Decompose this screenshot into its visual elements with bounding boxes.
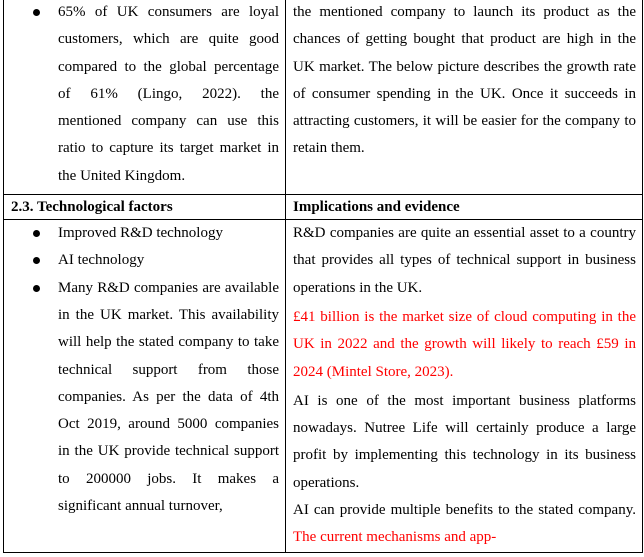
consumer-spending-text: the mentioned company to launch its product as the chances of getting bought that product are high in the UK market. The below picture describes the growth rate of consumer spending in the UK. Once it succeeds in attracting customers, it will be easier for the company to retain them.: [293, 4, 636, 157]
row3-left-cell: [4, 220, 286, 553]
bullet-icon: [33, 9, 40, 16]
bullet-icon: [33, 285, 40, 292]
table-row: [4, 195, 643, 220]
ai-platform-text: AI is one of the most important business platforms nowadays. Nutree Life will certainly produce a large profit by implementing this technology in its business operations.: [293, 392, 636, 491]
loyal-customers-text: 65% of UK consumers are loyal customers, which are quite good compared to the global percentage of 61% (Lingo, 2022). the mentioned company can use this ratio to capture its target market in the United Kingdom.: [58, 4, 279, 184]
ai-benefits-paragraph: [293, 497, 636, 552]
implications-heading: Implications and evidence: [286, 195, 643, 220]
bullet-icon: [33, 257, 40, 264]
row1-right-cell: [286, 0, 643, 195]
mechanisms-text: The current mechanisms and app-: [293, 529, 497, 546]
list-item: [4, 247, 285, 274]
row3-right-cell: [286, 220, 643, 553]
rd-asset-text: R&D companies are quite an essential asset to a country that provides all types of technical support in business operations in the UK.: [293, 225, 636, 296]
cloud-market-text: £41 billion is the market size of cloud computing in the UK in 2022 and the growth will likely to reach £59 in 2024 (Mintel Store, 2023).: [293, 308, 636, 380]
document-table: [3, 0, 643, 553]
technological-factors-heading: 2.3. Technological factors: [4, 195, 286, 220]
list-item: [4, 220, 285, 247]
row1-left-cell: [4, 0, 286, 195]
table-row: [4, 0, 643, 195]
ai-benefits-text: AI can provide multiple benefits to the stated company.: [293, 502, 636, 519]
list-item: [4, 275, 285, 521]
table-row: [4, 220, 643, 553]
rd-technology-text: Improved R&D technology: [58, 225, 223, 242]
ai-technology-text: AI technology: [58, 252, 145, 269]
rd-companies-text: Many R&D companies are available in the UK market. This availability will help the stated company to take technical support from those companies. As per the data of 4th Oct 2019, around 5000 companies in the UK provide technical support to 200000 jobs. It makes a significant annual turnover,: [58, 279, 279, 515]
list-item: [4, 0, 285, 190]
bullet-icon: [33, 230, 40, 237]
